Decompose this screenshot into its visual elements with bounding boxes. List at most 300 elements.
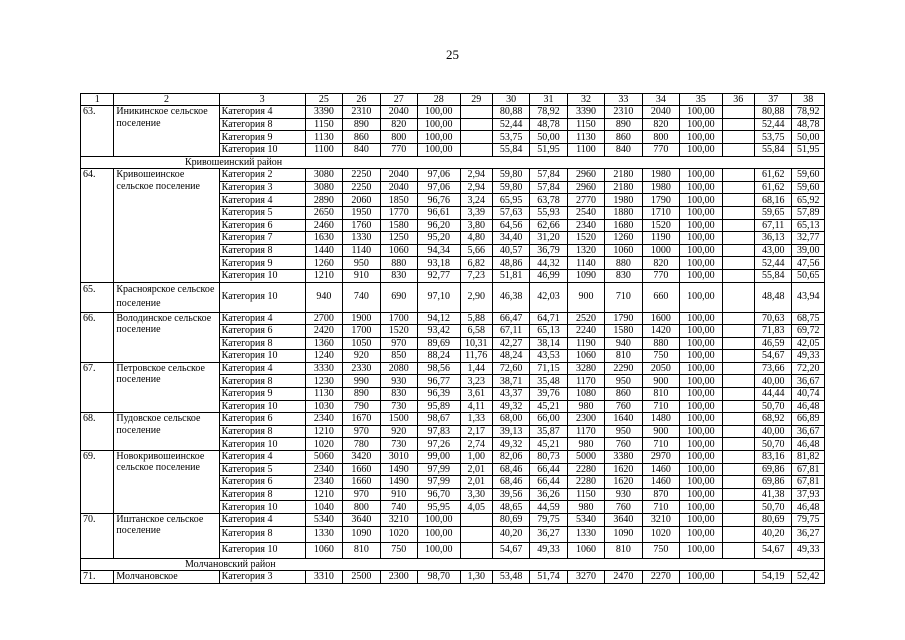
value-cell: 1600 [642,312,679,325]
table-row [81,282,825,312]
value-cell: 1330 [343,232,380,245]
value-cell: 2,01 [460,463,492,476]
value-cell: 3080 [305,169,342,182]
value-cell: 70,63 [754,312,791,325]
value-cell: 2180 [605,181,642,194]
value-cell: 39,00 [792,244,825,257]
value-cell: 45,21 [530,400,567,413]
value-cell: 1580 [605,325,642,338]
value-cell: 2310 [605,106,642,119]
row-number: 64. [81,169,114,282]
value-cell: 50,70 [754,501,791,514]
value-cell [460,514,492,527]
value-cell: 1760 [343,219,380,232]
value-cell: 52,42 [792,571,825,584]
row-number: 69. [81,451,114,514]
value-cell: 100,00 [680,169,723,182]
value-cell: 1900 [343,312,380,325]
table-row [81,413,825,426]
category-cell: Категория 6 [219,325,305,338]
value-cell: 880 [642,337,679,350]
value-cell: 100,00 [680,106,723,119]
value-cell: 5,88 [460,312,492,325]
value-cell: 1,44 [460,362,492,375]
category-cell: Категория 8 [219,244,305,257]
value-cell [722,488,754,501]
value-cell: 51,95 [792,143,825,156]
value-cell: 96,39 [418,388,461,401]
header-cell: 38 [792,94,825,106]
settlement-name: Володинское сельское поселение [114,312,219,362]
header-cell: 29 [460,94,492,106]
value-cell: 760 [605,501,642,514]
value-cell: 36,27 [530,526,567,542]
value-cell: 57,84 [530,169,567,182]
value-cell: 96,77 [418,375,461,388]
value-cell: 100,00 [680,362,723,375]
value-cell: 69,86 [754,476,791,489]
value-cell: 3420 [343,451,380,464]
value-cell: 890 [343,388,380,401]
value-cell: 46,38 [492,282,529,312]
value-cell: 760 [605,438,642,451]
value-cell: 2770 [567,194,604,207]
value-cell: 2,90 [460,282,492,312]
value-cell: 1020 [305,438,342,451]
value-cell: 7,23 [460,269,492,282]
value-cell: 61,62 [754,169,791,182]
value-cell: 72,60 [492,362,529,375]
value-cell: 3210 [380,514,417,527]
value-cell: 910 [380,488,417,501]
district-row [81,156,825,169]
value-cell: 50,00 [530,131,567,144]
value-cell: 1,00 [460,451,492,464]
value-cell: 3010 [380,451,417,464]
value-cell: 1250 [380,232,417,245]
settlement-name: Красноярское сельское поселение [114,282,219,312]
value-cell [722,194,754,207]
value-cell: 67,11 [754,219,791,232]
value-cell: 950 [343,257,380,270]
value-cell: 950 [605,425,642,438]
value-cell: 1480 [642,413,679,426]
value-cell: 36,79 [530,244,567,257]
value-cell: 100,00 [680,476,723,489]
value-cell: 1050 [343,337,380,350]
value-cell: 100,00 [680,571,723,584]
value-cell: 100,00 [680,501,723,514]
value-cell: 1490 [380,476,417,489]
value-cell: 100,00 [680,542,723,558]
value-cell: 2,94 [460,181,492,194]
value-cell: 57,63 [492,206,529,219]
value-cell: 2080 [380,362,417,375]
value-cell: 3,24 [460,194,492,207]
value-cell: 100,00 [680,451,723,464]
value-cell: 1660 [343,476,380,489]
table-row [81,514,825,527]
value-cell: 55,93 [530,206,567,219]
value-cell: 2970 [642,451,679,464]
value-cell: 1950 [343,206,380,219]
category-cell: Категория 8 [219,425,305,438]
value-cell: 840 [343,143,380,156]
value-cell [722,542,754,558]
value-cell: 100,00 [418,118,461,131]
value-cell: 3,39 [460,206,492,219]
value-cell: 83,16 [754,451,791,464]
value-cell: 810 [343,542,380,558]
value-cell: 49,33 [792,542,825,558]
value-cell: 36,67 [792,375,825,388]
value-cell: 68,75 [792,312,825,325]
value-cell: 2460 [305,219,342,232]
header-cell: 26 [343,94,380,106]
value-cell: 100,00 [680,131,723,144]
value-cell: 1700 [343,325,380,338]
value-cell: 54,67 [492,542,529,558]
value-cell: 68,16 [754,194,791,207]
value-cell: 98,56 [418,362,461,375]
value-cell: 1140 [343,244,380,257]
value-cell: 100,00 [680,206,723,219]
value-cell: 63,78 [530,194,567,207]
value-cell: 50,65 [792,269,825,282]
value-cell: 100,00 [680,413,723,426]
value-cell: 1170 [567,425,604,438]
value-cell: 38,14 [530,337,567,350]
header-cell: 1 [81,94,114,106]
value-cell: 2,94 [460,169,492,182]
value-cell: 2700 [305,312,342,325]
category-cell: Категория 10 [219,350,305,363]
value-cell [460,542,492,558]
value-cell: 2250 [343,181,380,194]
category-cell: Категория 4 [219,362,305,375]
value-cell: 43,37 [492,388,529,401]
value-cell: 660 [642,282,679,312]
category-cell: Категория 10 [219,143,305,156]
value-cell: 100,00 [680,219,723,232]
value-cell: 920 [380,425,417,438]
category-cell: Категория 8 [219,526,305,542]
value-cell: 97,06 [418,181,461,194]
value-cell: 43,00 [754,244,791,257]
value-cell: 100,00 [418,143,461,156]
value-cell: 2960 [567,169,604,182]
value-cell: 100,00 [680,375,723,388]
value-cell: 93,18 [418,257,461,270]
value-cell: 98,70 [418,571,461,584]
value-cell: 1210 [305,269,342,282]
value-cell: 1150 [567,488,604,501]
value-cell [722,388,754,401]
value-cell: 48,86 [492,257,529,270]
value-cell: 41,38 [754,488,791,501]
value-cell: 1520 [567,232,604,245]
value-cell: 31,20 [530,232,567,245]
value-cell: 1790 [642,194,679,207]
value-cell: 95,89 [418,400,461,413]
value-cell: 6,58 [460,325,492,338]
value-cell: 79,75 [792,514,825,527]
value-cell: 1140 [567,257,604,270]
value-cell: 810 [605,350,642,363]
value-cell: 1040 [305,501,342,514]
value-cell: 4,05 [460,501,492,514]
value-cell: 970 [343,488,380,501]
value-cell: 48,48 [754,282,791,312]
value-cell: 1210 [305,488,342,501]
value-cell: 770 [642,269,679,282]
value-cell [722,375,754,388]
value-cell: 1330 [305,526,342,542]
settlement-name: Пудовское сельское поселение [114,413,219,451]
value-cell [460,106,492,119]
header-cell: 30 [492,94,529,106]
value-cell: 2890 [305,194,342,207]
value-cell: 100,00 [680,400,723,413]
value-cell: 100,00 [418,106,461,119]
value-cell: 2180 [605,169,642,182]
value-cell: 840 [605,143,642,156]
value-cell: 3,80 [460,219,492,232]
value-cell: 2290 [605,362,642,375]
category-cell: Категория 10 [219,542,305,558]
value-cell: 830 [380,388,417,401]
value-cell [722,232,754,245]
settlement-name: Петровское сельское поселение [114,362,219,412]
value-cell [722,244,754,257]
header-cell: 34 [642,94,679,106]
value-cell: 820 [380,118,417,131]
value-cell: 32,77 [792,232,825,245]
value-cell: 43,53 [530,350,567,363]
category-cell: Категория 4 [219,106,305,119]
value-cell: 39,13 [492,425,529,438]
district-name: Кривошеинский район [81,156,825,169]
value-cell: 100,00 [680,488,723,501]
row-number: 63. [81,106,114,156]
value-cell: 36,26 [530,488,567,501]
value-cell: 1620 [605,476,642,489]
value-cell: 860 [605,131,642,144]
value-cell: 38,71 [492,375,529,388]
value-cell: 92,77 [418,269,461,282]
value-cell: 2240 [567,325,604,338]
value-cell: 50,00 [792,131,825,144]
value-cell: 59,60 [792,181,825,194]
category-cell: Категория 6 [219,413,305,426]
value-cell: 800 [642,131,679,144]
value-cell: 66,44 [530,463,567,476]
value-cell: 1520 [380,325,417,338]
category-cell: Категория 5 [219,206,305,219]
value-cell: 1670 [343,413,380,426]
value-cell: 860 [343,131,380,144]
value-cell: 1060 [380,244,417,257]
value-cell [722,337,754,350]
category-cell: Категория 8 [219,337,305,350]
value-cell: 2270 [642,571,679,584]
category-cell: Категория 10 [219,501,305,514]
value-cell: 65,13 [530,325,567,338]
row-number: 66. [81,312,114,362]
value-cell: 1320 [567,244,604,257]
header-cell: 28 [418,94,461,106]
value-cell: 65,92 [792,194,825,207]
value-cell: 1460 [642,463,679,476]
value-cell: 88,24 [418,350,461,363]
category-cell: Категория 5 [219,463,305,476]
header-cell: 36 [722,94,754,106]
value-cell: 67,81 [792,476,825,489]
value-cell: 46,99 [530,269,567,282]
value-cell: 96,20 [418,219,461,232]
value-cell: 710 [642,438,679,451]
value-cell: 980 [567,501,604,514]
value-cell: 46,59 [754,337,791,350]
value-cell: 94,34 [418,244,461,257]
category-cell: Категория 3 [219,181,305,194]
value-cell: 1980 [642,169,679,182]
value-cell: 100,00 [418,542,461,558]
value-cell: 49,33 [792,350,825,363]
row-number: 65. [81,282,114,312]
value-cell: 1130 [567,131,604,144]
value-cell: 66,00 [530,413,567,426]
value-cell: 2340 [305,476,342,489]
value-cell: 2500 [343,571,380,584]
value-cell: 2340 [305,463,342,476]
value-cell [722,282,754,312]
value-cell: 64,71 [530,312,567,325]
value-cell: 100,00 [418,526,461,542]
value-cell: 69,72 [792,325,825,338]
value-cell: 970 [343,425,380,438]
row-number: 71. [81,571,114,584]
value-cell: 97,10 [418,282,461,312]
value-cell [460,526,492,542]
category-cell: Категория 9 [219,257,305,270]
value-cell: 44,32 [530,257,567,270]
value-cell [722,269,754,282]
value-cell: 2280 [567,476,604,489]
value-cell: 1420 [642,325,679,338]
value-cell: 1130 [305,131,342,144]
value-cell: 1230 [305,375,342,388]
value-cell: 59,80 [492,169,529,182]
value-cell: 950 [605,375,642,388]
value-cell: 80,88 [754,106,791,119]
value-cell [722,451,754,464]
category-cell: Категория 4 [219,514,305,527]
value-cell: 55,84 [492,143,529,156]
value-cell: 3390 [567,106,604,119]
value-cell: 52,44 [754,257,791,270]
value-cell [722,350,754,363]
value-cell: 72,20 [792,362,825,375]
value-cell: 1090 [343,526,380,542]
value-cell: 1980 [605,194,642,207]
value-cell: 880 [605,257,642,270]
value-cell: 1150 [567,118,604,131]
value-cell: 1080 [567,388,604,401]
value-cell: 68,00 [492,413,529,426]
value-cell: 1630 [305,232,342,245]
value-cell: 1130 [305,388,342,401]
value-cell: 48,78 [530,118,567,131]
value-cell: 3,30 [460,488,492,501]
value-cell: 2540 [567,206,604,219]
value-cell: 3,23 [460,375,492,388]
value-cell: 3640 [343,514,380,527]
value-cell: 3380 [605,451,642,464]
value-cell: 42,27 [492,337,529,350]
value-cell: 39,56 [492,488,529,501]
value-cell: 51,81 [492,269,529,282]
header-cell: 32 [567,94,604,106]
value-cell [722,362,754,375]
value-cell: 68,46 [492,463,529,476]
value-cell: 1500 [380,413,417,426]
value-cell: 5060 [305,451,342,464]
value-cell: 100,00 [680,350,723,363]
value-cell [722,312,754,325]
header-cell: 2 [114,94,219,106]
value-cell: 100,00 [680,438,723,451]
value-cell: 1490 [380,463,417,476]
value-cell: 97,83 [418,425,461,438]
value-cell: 50,70 [754,438,791,451]
table-row [81,451,825,464]
value-cell: 980 [567,400,604,413]
category-cell: Категория 10 [219,400,305,413]
value-cell: 40,00 [754,425,791,438]
value-cell: 2520 [567,312,604,325]
value-cell [722,118,754,131]
district-name: Молчановский район [81,558,825,571]
value-cell: 40,20 [754,526,791,542]
value-cell: 940 [305,282,342,312]
value-cell: 1020 [380,526,417,542]
value-cell: 2250 [343,169,380,182]
value-cell: 2650 [305,206,342,219]
value-cell: 1360 [305,337,342,350]
table-row [81,571,825,584]
value-cell: 53,75 [492,131,529,144]
header-cell: 31 [530,94,567,106]
value-cell [722,514,754,527]
value-cell: 750 [642,542,679,558]
value-cell [722,501,754,514]
value-cell: 2050 [642,362,679,375]
value-cell: 48,24 [492,350,529,363]
value-cell: 10,31 [460,337,492,350]
value-cell: 1770 [380,206,417,219]
header-cell: 33 [605,94,642,106]
value-cell: 66,89 [792,413,825,426]
value-cell: 59,60 [792,169,825,182]
value-cell: 57,89 [792,206,825,219]
category-cell: Категория 9 [219,388,305,401]
value-cell: 100,00 [680,232,723,245]
value-cell: 2330 [343,362,380,375]
category-cell: Категория 4 [219,194,305,207]
value-cell: 780 [343,438,380,451]
value-cell: 35,87 [530,425,567,438]
